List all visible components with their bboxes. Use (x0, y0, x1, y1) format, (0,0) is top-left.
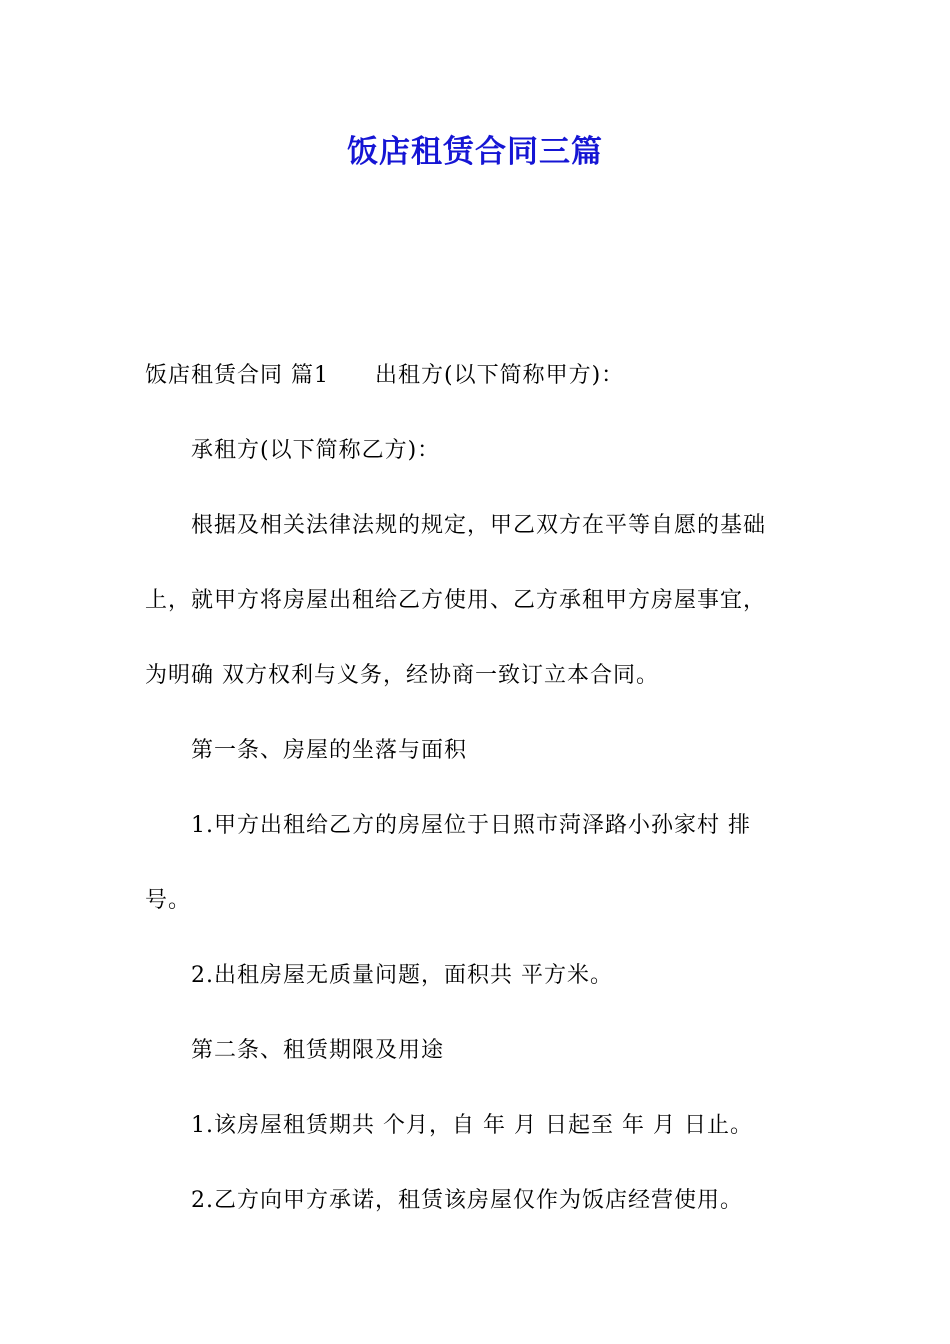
section-heading: 第二条、租赁期限及用途 (191, 1038, 445, 1063)
document-title: 饭店租赁合同三篇 (347, 134, 603, 170)
paragraph-line: 1.该房屋租赁期共 个月，自 年 月 日起至 年 月 日止。 (191, 1113, 753, 1138)
paragraph-line: 号。 (145, 888, 192, 913)
paragraph-line: 2.出租房屋无质量问题，面积共 平方米。 (191, 963, 613, 988)
section-heading: 第一条、房屋的坐落与面积 (191, 738, 468, 763)
lessee-label: 承租方(以下简称乙方)： (191, 438, 441, 463)
document-body (145, 338, 810, 1238)
paragraph-line: 2.乙方向甲方承诺，租赁该房屋仅作为饭店经营使用。 (191, 1188, 743, 1213)
paragraph-line (145, 338, 810, 413)
paragraph-line: 1.甲方出租给乙方的房屋位于日照市菏泽路小孙家村 排 (191, 813, 751, 838)
lessor-label: 出租方(以下简称甲方)： (375, 363, 625, 388)
contract-heading: 饭店租赁合同 篇1 (145, 363, 329, 388)
paragraph-line: 为明确 双方权利与义务，经协商一致订立本合同。 (145, 663, 659, 688)
paragraph-line: 上，就甲方将房屋出租给乙方使用、乙方承租甲方房屋事宜， (145, 588, 767, 613)
paragraph-line: 根据及相关法律法规的规定，甲乙双方在平等自愿的基础 (191, 513, 767, 538)
